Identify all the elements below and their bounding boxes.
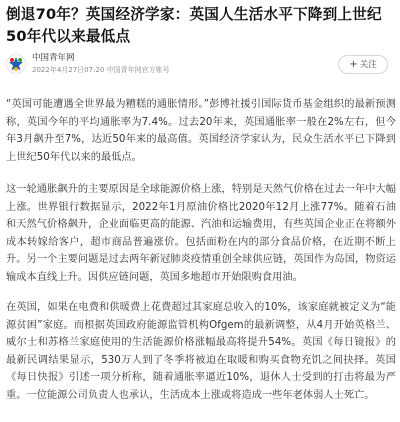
- plus-icon: +: [349, 59, 358, 70]
- paragraph: 这一轮通胀飙升的主要原因是全球能源价格上涨，特别是天然气价格在过去一年中大幅上涨。世界银行数据显示，2022年1月原油价格比2020年12月上涨77%。随着石油和天然气价格飙升，企业面临更高的能源、汽油和运输费用，有些英国企业正在将额外成本转嫁给客户，超市商品普遍涨价。包括面粉在内的部分食品价格，在近期不断上升。另一个主要问题是过去两年新冠肺炎疫情重创全球供应链，英国作为岛国，物资运输成本直线上升。因供应链问题，英国多地超市开始限购食用油。: [6, 184, 396, 283]
- publish-meta: 2022年4月27日07:20 中国青年网官方账号: [32, 66, 170, 74]
- cyol-logo-icon: [7, 55, 25, 73]
- paragraph: 在英国，如果在电费和供暖费上花费超过其家庭总收入的10%，该家庭就被定义为“能源贫困”家庭。而根据英国政府能源监管机构Ofgem的最新调整，从4月开始英格兰、威尔士和苏格兰家庭使用的生活能源价格涨幅最高将提升54%。英国《每日镜报》的最新民调结果显示，530万人到了冬季将被迫在取暖和购买食物充饥之间抉择。英国《每日快报》引述一项分析称，随着通胀率逼近10%，退休人士受到的打击将最为严重。一位能源公司负责人也承认，生活成本上涨或将造成一些年老体弱人士死亡。: [6, 302, 396, 401]
- article-headline: 倒退70年？英国经济学家：英国人生活水平下降到上世纪50年代以来最低点: [6, 6, 382, 45]
- follow-label: 关注: [359, 60, 377, 70]
- avatar[interactable]: [6, 54, 26, 74]
- author-name[interactable]: 中国青年网: [32, 53, 75, 63]
- author-row: [6, 52, 396, 78]
- follow-button[interactable]: [338, 55, 388, 74]
- paragraph: “英国可能遭遇全世界最为糟糕的通胀情形。”彭博社援引国际货币基金组织的最新预测称，英国今年的平均通胀率为7.4%。过去20年来，英国通胀率一般在2%左右，但今年3月飙升至7%，达近50年来的最高值。英国经济学家认为，民众生活水平已下降到上世纪50年代以来的最低点。: [6, 99, 396, 163]
